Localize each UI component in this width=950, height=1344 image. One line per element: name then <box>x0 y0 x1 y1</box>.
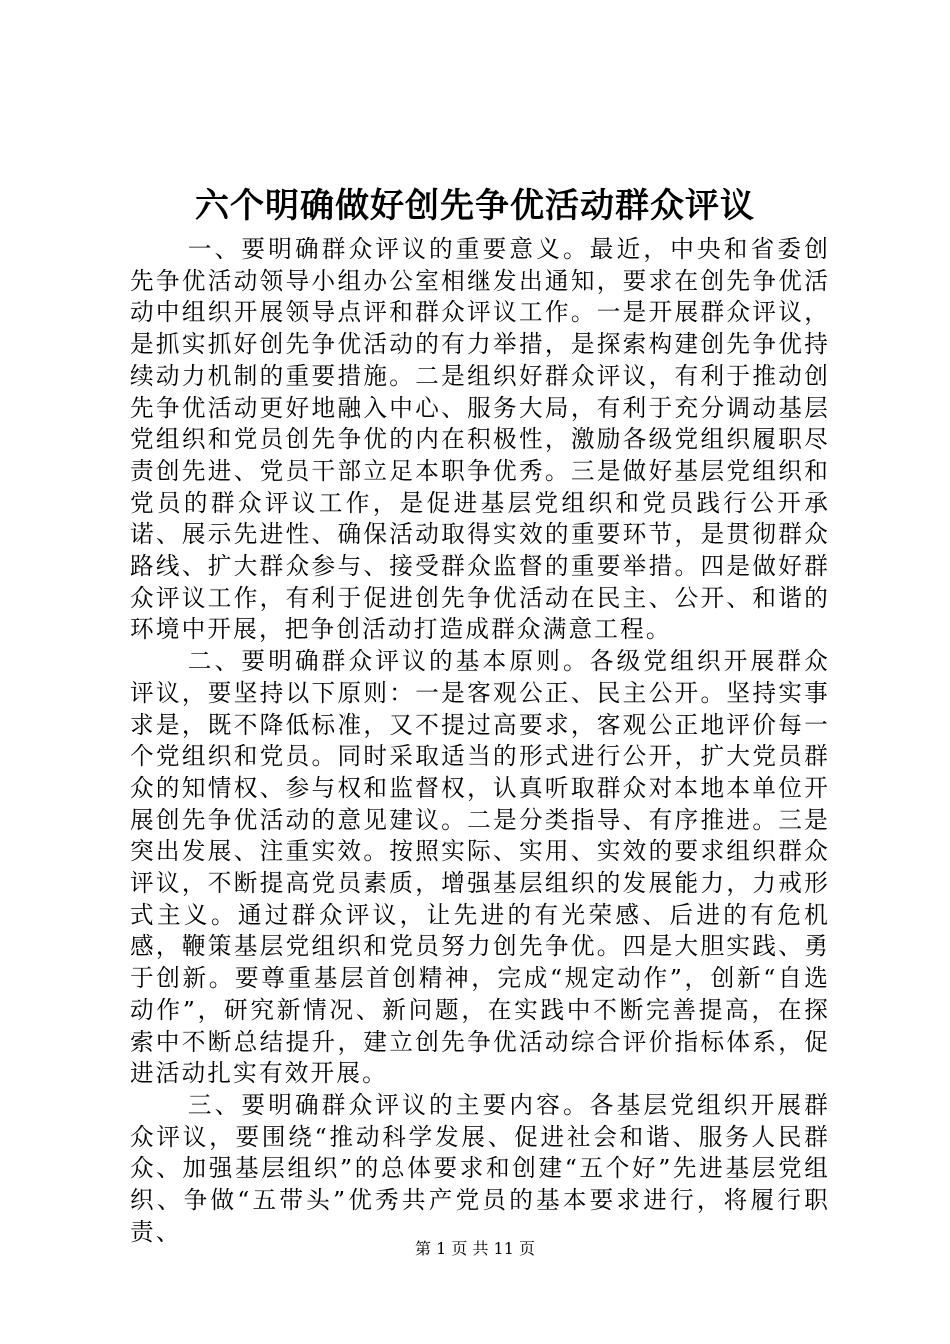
paragraph-1: 一、要明确群众评议的重要意义。最近，中央和省委创先争优活动领导小组办公室相继发出通知，要求在创先争优活动中组织开展领导点评和群众评议工作。一是开展群众评议，是抓实抓好创先争优活动的有力举措，是探索构建创先争优持续动力机制的重要措施。二是组织好群众评议，有利于推动创先争优活动更好地融入中心、服务大局，有利于充分调动基层党组织和党员创先争优的内在积极性，激励各级党组织履职尽责创先进、党员干部立足本职争优秀。三是做好基层党组织和党员的群众评议工作，是促进基层党组织和党员践行公开承诺、展示先进性、确保活动取得实效的重要环节，是贯彻群众路线、扩大群众参与、接受群众监督的重要举措。四是做好群众评议工作，有利于促进创先争优活动在民主、公开、和谐的环境中开展，把争创活动打造成群众满意工程。 <box>130 235 830 644</box>
paragraph-3: 三、要明确群众评议的主要内容。各基层党组织开展群众评议，要围绕“推动科学发展、促进社会和谐、服务人民群众、加强基层组织”的总体要求和创建“五个好”先进基层党组织、争做“五带头”优秀共产党员的基本要求进行，将履行职责、 <box>130 1090 830 1246</box>
document-body <box>130 234 830 1249</box>
paragraph-2: 二、要明确群众评议的基本原则。各级党组织开展群众评议，要坚持以下原则：一是客观公正、民主公开。坚持实事求是，既不降低标准，又不提过高要求，客观公正地评价每一个党组织和党员。同时采取适当的形式进行公开，扩大党员群众的知情权、参与权和监督权，认真听取群众对本地本单位开展创先争优活动的意见建议。二是分类指导、有序推进。三是突出发展、注重实效。按照实际、实用、实效的要求组织群众评议，不断提高党员素质，增强基层组织的发展能力，力戒形式主义。通过群众评议，让先进的有光荣感、后进的有危机感，鞭策基层党组织和党员努力创先争优。四是大胆实践、勇于创新。要尊重基层首创精神，完成“规定动作”，创新“自选动作”，研究新情况、新问题，在实践中不断完善提高，在探索中不断总结提升，建立创先争优活动综合评价指标体系，促进活动扎实有效开展。 <box>130 647 830 1088</box>
page-number-footer: 第 1 页 共 11 页 <box>415 1239 535 1258</box>
document-title: 六个明确做好创先争优活动群众评议 <box>195 186 755 226</box>
